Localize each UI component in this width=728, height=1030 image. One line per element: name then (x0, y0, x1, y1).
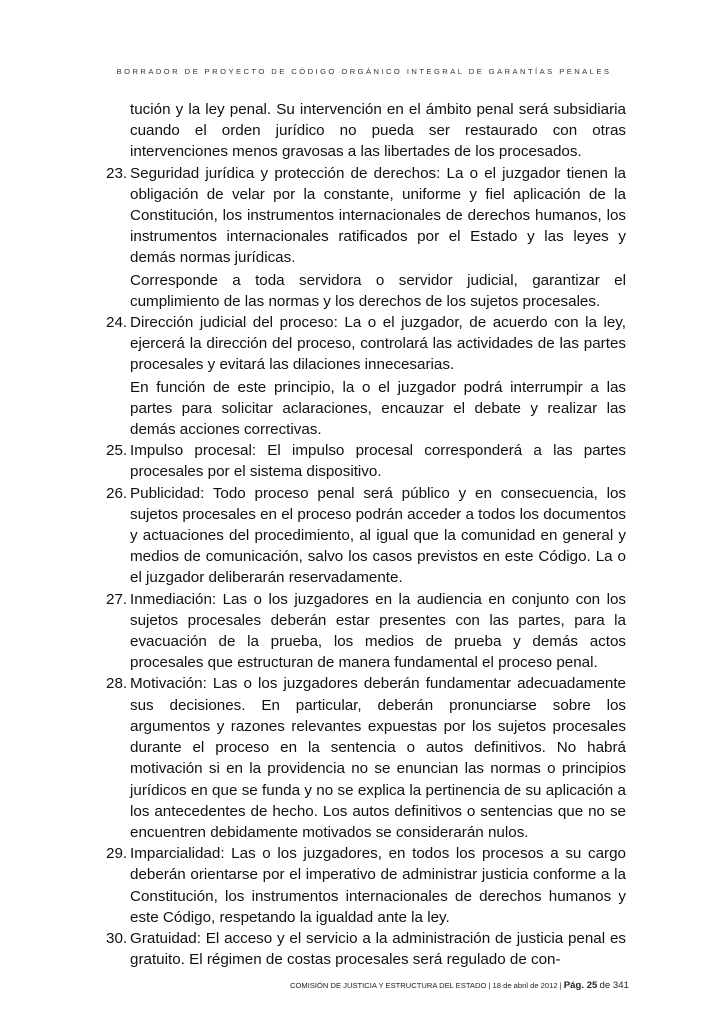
item-number: 28. (106, 675, 128, 693)
item-number: 27. (106, 590, 128, 608)
item-number: 24. (106, 314, 128, 332)
page-number: Pág. 25 (563, 980, 598, 991)
item-number: 23. (106, 164, 128, 182)
item-paragraph: Dirección judicial del proceso: La o el juzgador, de acuerdo con la ley, ejercerá la dirección del proceso, controlará las actividades de las partes procesales y evitará las dilaciones innecesarias. (130, 314, 626, 374)
item-paragraph: Seguridad jurídica y protección de derechos: La o el juzgador tienen la obligación de velar por la constante, uniforme y fiel aplicación de la Constitución, los instrumentos internacionales de derechos humanos, los instrumentos internacionales ratificados por el Estado y las leyes y demás normas jurídicas. (130, 164, 626, 267)
item-paragraph: Motivación: Las o los juzgadores deberán fundamentar adecuadamente sus decisiones. En particular, deberán pronunciarse sobre los argumentos y razones relevantes expuestas por los sujetos procesales durante el proceso en la sentencia o autos definitivos. No habrá motivación si en la providencia no se enuncian las normas o principios jurídicos en que se funda y no se explica la pertinencia de su aplicación a los antecedentes de hecho. Los autos definitivos o sentencias que no se encuentren debidamente motivados se considerarán nulos. (130, 675, 626, 841)
item-paragraph: Inmediación: Las o los juzgadores en la audiencia en conjunto con los sujetos procesales deberán estar presentes con las partes, para la evacuación de la prueba, los medios de prueba y demás actos procesales que estructuran de manera fundamental el proceso penal. (130, 590, 626, 672)
page-footer (290, 980, 628, 991)
item-paragraph: Gratuidad: El acceso y el servicio a la administración de justicia penal es gratuito. El régimen de costas procesales será regulado de con- (130, 929, 626, 969)
list-item-29 (106, 843, 626, 928)
item-number: 25. (106, 442, 128, 460)
item-paragraph: Corresponde a toda servidora o servidor judicial, garantizar el cumplimiento de las normas y los derechos de los sujetos procesales. (130, 271, 626, 310)
item-paragraph: Impulso procesal: El impulso procesal corresponderá a las partes procesales por el sistema dispositivo. (130, 442, 626, 481)
list-item-24 (106, 312, 626, 440)
item-paragraph: En función de este principio, la o el juzgador podrá interrumpir a las partes para solicitar aclaraciones, encauzar el debate y realizar las demás acciones correctivas. (130, 378, 626, 439)
list-item-27 (106, 589, 626, 674)
item-number: 29. (106, 845, 128, 863)
running-header: BORRADOR DE PROYECTO DE CÓDIGO ORGÁNICO INTEGRAL DE GARANTÍAS PENALES (116, 67, 612, 76)
item-number: 30. (106, 929, 128, 947)
item-paragraph: Publicidad: Todo proceso penal será público y en consecuencia, los sujetos procesales en el proceso podrán acceder a todos los documentos y actuaciones del procedimiento, al igual que la comunidad en general y medios de comunicación, salvo los casos previstos en este Código. La o el juzgador deliberarán reservadamente. (130, 484, 626, 587)
list-item-30 (106, 928, 626, 970)
continuation-paragraph: tución y la ley penal. Su intervención en el ámbito penal será subsidiaria cuando el orden jurídico no pueda ser restaurado con otras intervenciones menos gravosas a las libertades de los procesados. (130, 101, 626, 161)
document-body (106, 99, 626, 970)
item-paragraph: Imparcialidad: Las o los juzgadores, en todos los procesos a su cargo deberán orientarse por el imperativo de administrar justicia conforme a la Constitución, los instrumentos internacionales de derechos humanos y este Código, respetando la igualdad ante la ley. (130, 845, 626, 926)
list-item-25 (106, 440, 626, 482)
list-item-26 (106, 483, 626, 589)
page-total: de 341 (599, 980, 629, 991)
footer-source: COMISIÓN DE JUSTICIA Y ESTRUCTURA DEL ESTADO | 18 de abril de 2012 | (290, 981, 562, 990)
list-item-23 (106, 163, 626, 312)
list-item-28 (106, 673, 626, 843)
item-number: 26. (106, 484, 128, 502)
